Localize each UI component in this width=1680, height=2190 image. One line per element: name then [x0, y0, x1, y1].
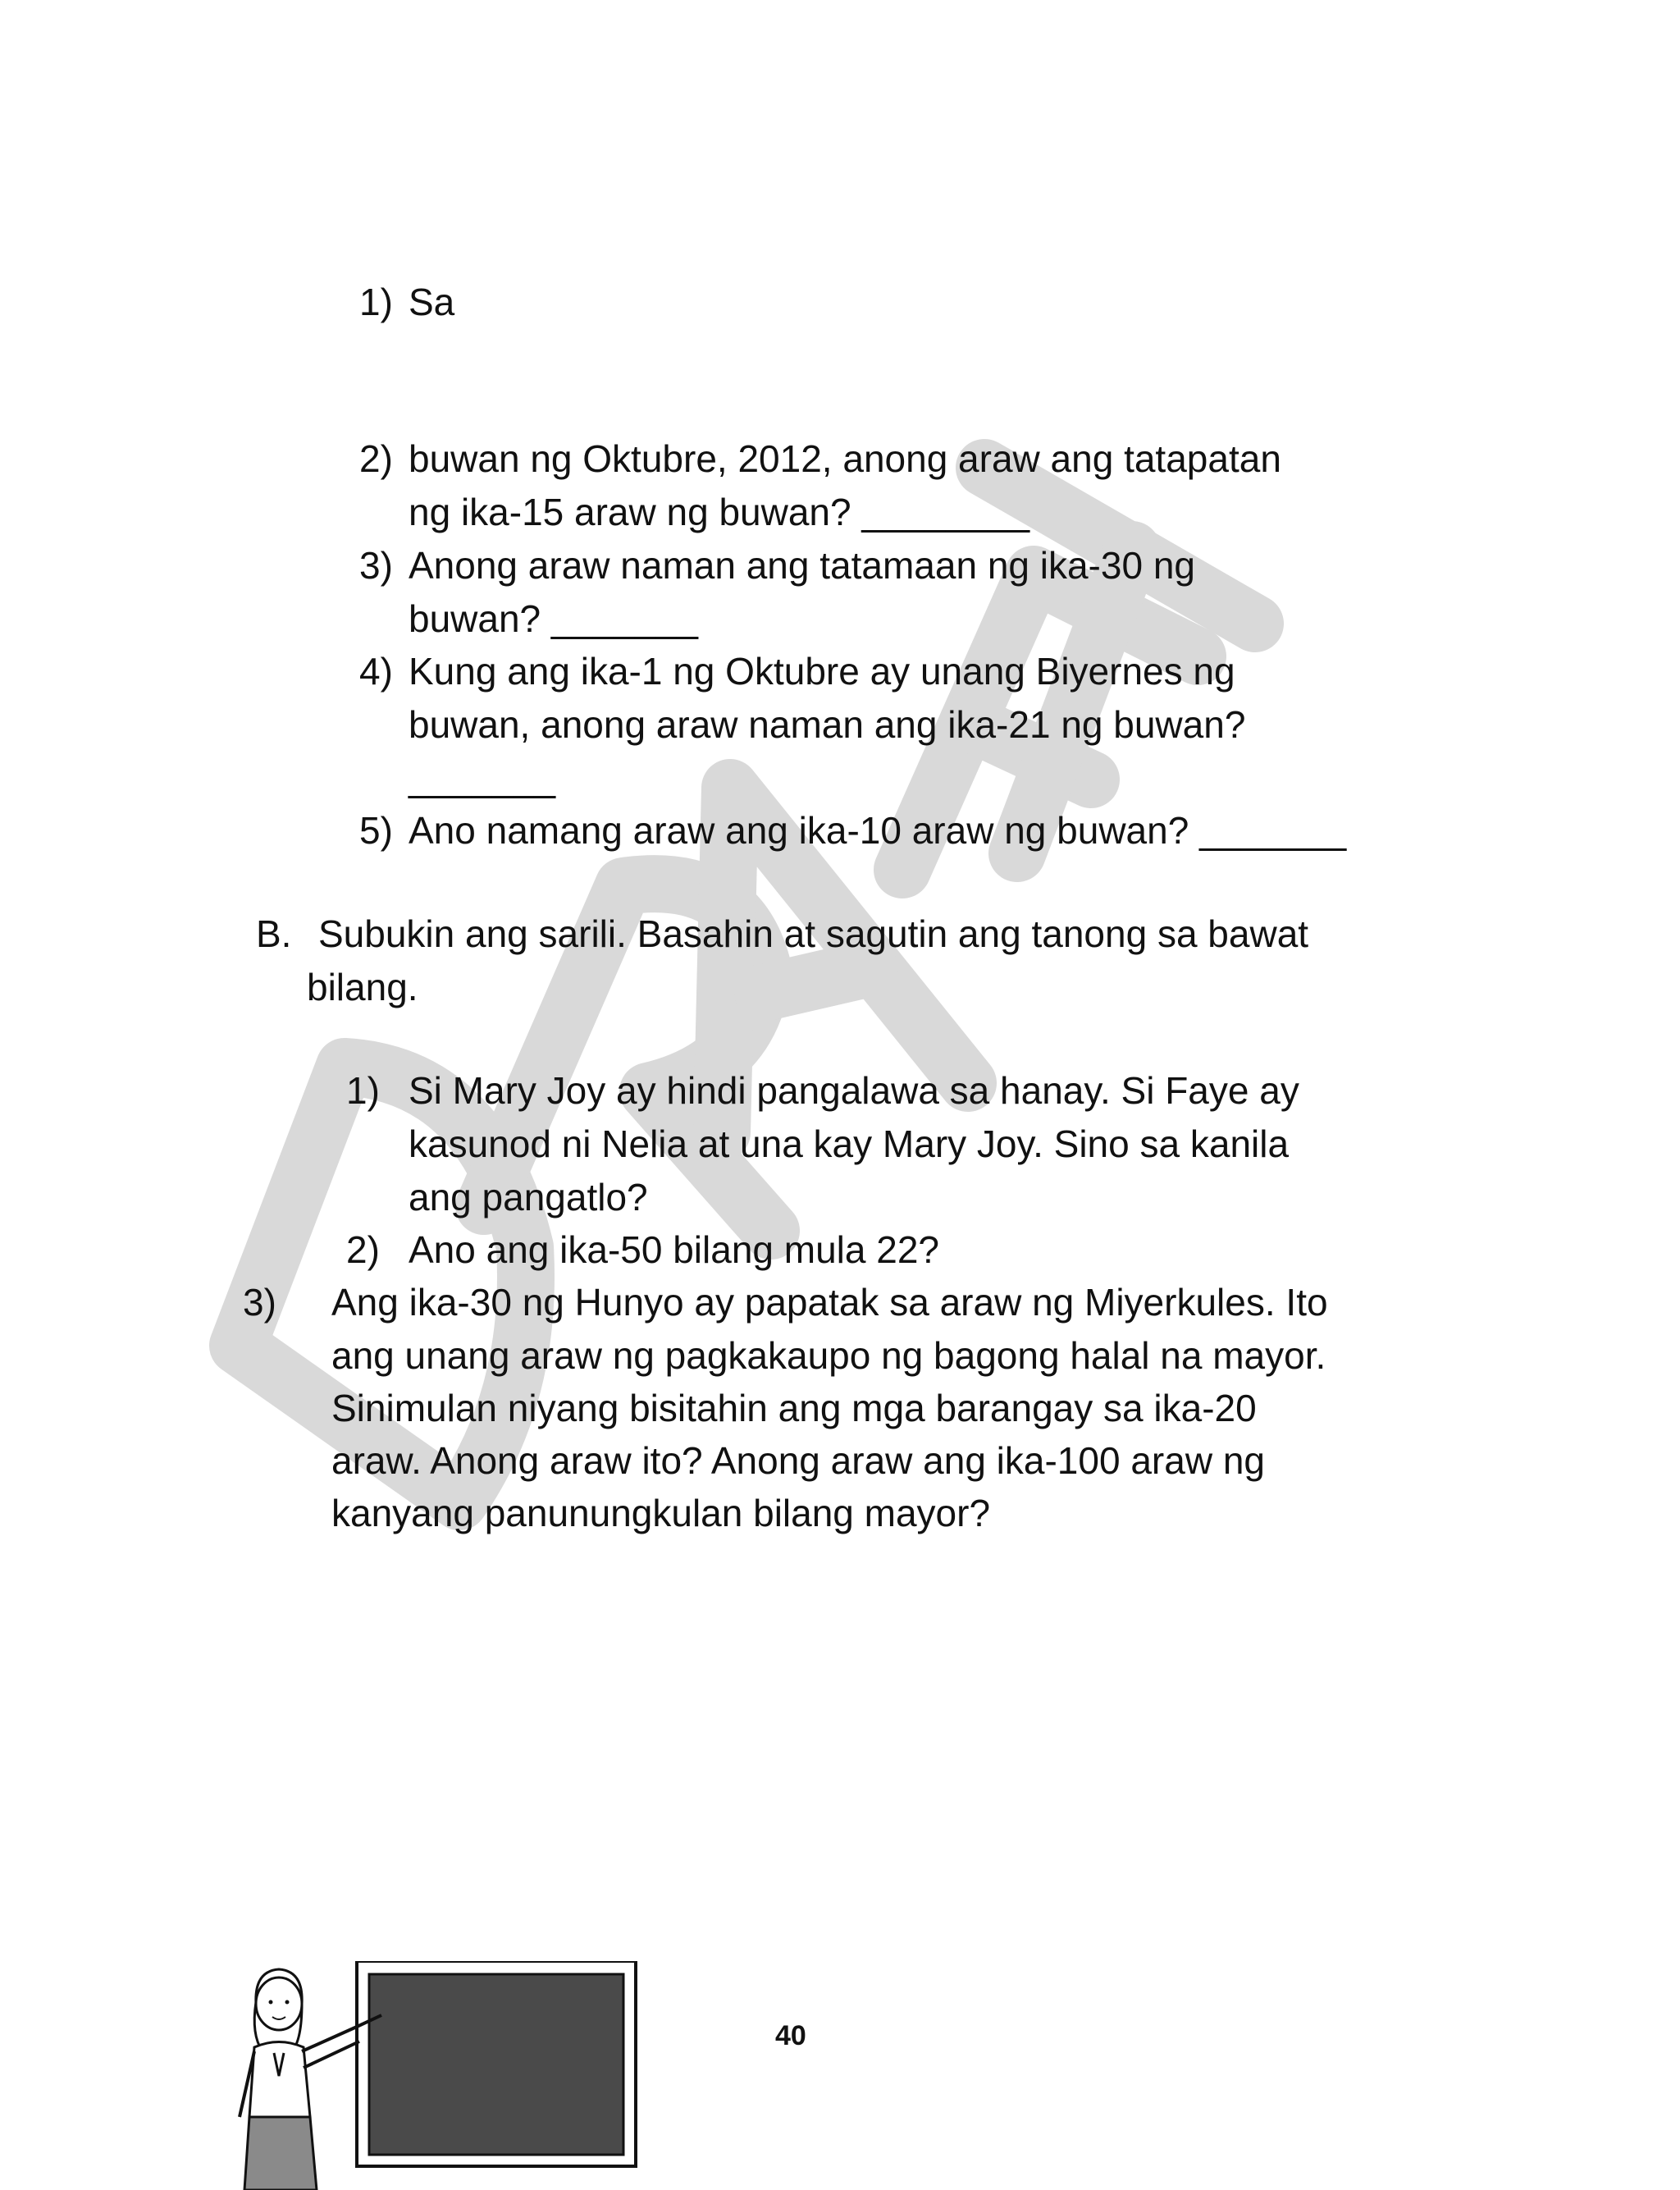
item-number: 5)	[359, 809, 393, 852]
item-number: 2)	[346, 1228, 380, 1271]
item-text: Ano namang araw ang ika-10 araw ng buwan? _______	[409, 809, 1347, 852]
item-number: 2)	[359, 437, 393, 480]
teacher-chalkboard-illustration	[221, 1961, 648, 2190]
item-text: buwan? _______	[409, 597, 698, 640]
item-number: 3)	[359, 544, 393, 587]
item-text: Kung ang ika-1 ng Oktubre ay unang Biyernes ng	[409, 650, 1235, 693]
item-text: kasunod ni Nelia at una kay Mary Joy. Sino sa kanila	[409, 1122, 1290, 1165]
item-text: Anong araw naman ang tatamaan ng ika-30 ng	[409, 544, 1195, 587]
item-text: buwan ng Oktubre, 2012, anong araw ang tatapatan	[409, 437, 1281, 480]
section-instruction: bilang.	[307, 966, 418, 1008]
item-text: araw. Anong araw ito? Anong araw ang ika-100 araw ng	[331, 1439, 1265, 1482]
item-text: Sinimulan niyang bisitahin ang mga barangay sa ika-20	[331, 1387, 1257, 1429]
page-number: 40	[775, 2020, 806, 2051]
item-text: Ano ang ika-50 bilang mula 22?	[409, 1228, 940, 1271]
item-text: ng ika-15 araw ng buwan? ________	[409, 491, 1030, 533]
section-label: B.	[256, 912, 292, 955]
item-number: 1)	[346, 1069, 380, 1112]
item-text: _______	[409, 757, 556, 799]
item-text: ang pangatlo?	[409, 1176, 648, 1218]
item-text: Ang ika-30 ng Hunyo ay papatak sa araw ng Miyerkules. Ito	[331, 1281, 1328, 1324]
item-text: Sa	[409, 281, 455, 323]
item-number: 3)	[243, 1281, 276, 1324]
item-text: Si Mary Joy ay hindi pangalawa sa hanay. Si Faye ay	[409, 1069, 1299, 1112]
item-text: kanyang panunungkulan bilang mayor?	[331, 1492, 991, 1534]
section-instruction: Subukin ang sarili. Basahin at sagutin ang tanong sa bawat	[318, 912, 1309, 955]
item-text: buwan, anong araw naman ang ika-21 ng buwan?	[409, 703, 1246, 746]
item-number: 1)	[359, 281, 393, 323]
item-text: ang unang araw ng pagkakaupo ng bagong halal na mayor.	[331, 1334, 1326, 1377]
item-number: 4)	[359, 650, 393, 693]
